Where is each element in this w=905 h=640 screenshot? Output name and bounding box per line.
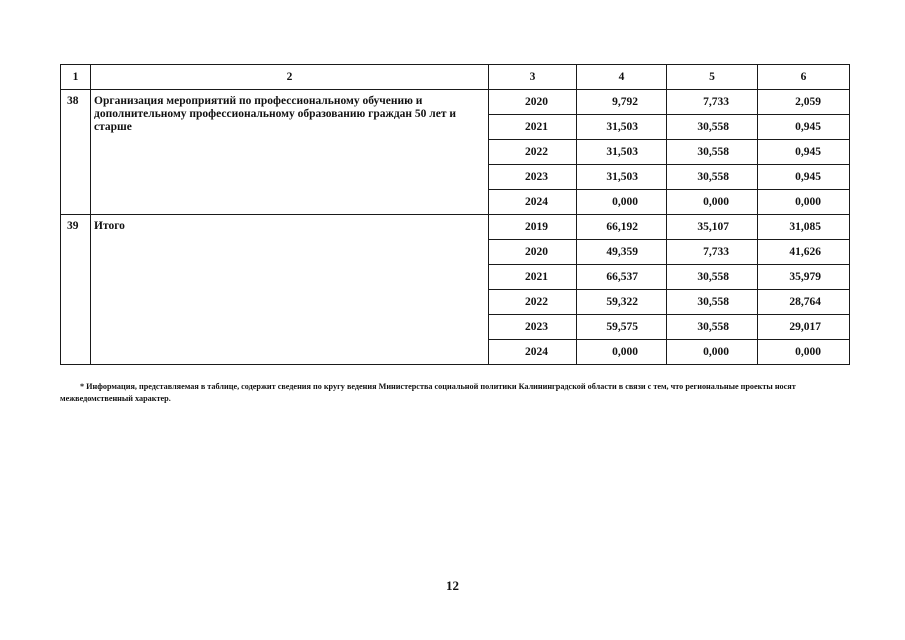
row-number: 38 xyxy=(61,90,91,215)
year-cell: 2023 xyxy=(489,315,577,340)
table-row xyxy=(61,215,850,240)
value-cell: 0,945 xyxy=(758,165,850,190)
header-cell: 2 xyxy=(91,65,489,90)
value-cell: 31,503 xyxy=(577,115,667,140)
table-row xyxy=(61,90,850,115)
value-cell: 28,764 xyxy=(758,290,850,315)
header-cell: 5 xyxy=(667,65,758,90)
year-cell: 2021 xyxy=(489,115,577,140)
page-number: 12 xyxy=(446,578,459,593)
value-cell: 30,558 xyxy=(667,115,758,140)
value-cell: 30,558 xyxy=(667,165,758,190)
year-cell: 2020 xyxy=(489,90,577,115)
header-cell: 4 xyxy=(577,65,667,90)
value-cell: 9,792 xyxy=(577,90,667,115)
value-cell: 31,085 xyxy=(758,215,850,240)
data-table xyxy=(60,64,850,365)
value-cell: 66,537 xyxy=(577,265,667,290)
value-cell: 41,626 xyxy=(758,240,850,265)
year-cell: 2022 xyxy=(489,290,577,315)
year-cell: 2020 xyxy=(489,240,577,265)
value-cell: 0,000 xyxy=(758,340,850,365)
row-number: 39 xyxy=(61,215,91,365)
year-cell: 2024 xyxy=(489,190,577,215)
year-cell: 2021 xyxy=(489,265,577,290)
value-cell: 0,000 xyxy=(667,190,758,215)
value-cell: 0,000 xyxy=(577,190,667,215)
year-cell: 2024 xyxy=(489,340,577,365)
value-cell: 49,359 xyxy=(577,240,667,265)
value-cell: 35,979 xyxy=(758,265,850,290)
header-cell: 1 xyxy=(61,65,91,90)
value-cell: 2,059 xyxy=(758,90,850,115)
footnote: * Информация, представляемая в таблице, содержит сведения по кругу ведения Министерства социальной политики Калининградской области в связи с тем, что региональные проекты носят межведомственный характер. xyxy=(60,382,796,403)
value-cell: 0,945 xyxy=(758,115,850,140)
value-cell: 66,192 xyxy=(577,215,667,240)
year-cell: 2023 xyxy=(489,165,577,190)
value-cell: 7,733 xyxy=(667,240,758,265)
value-cell: 29,017 xyxy=(758,315,850,340)
value-cell: 35,107 xyxy=(667,215,758,240)
value-cell: 0,000 xyxy=(667,340,758,365)
row-description: Организация мероприятий по профессиональному обучению и дополнительному профессиональному образованию граждан 50 лет и старше xyxy=(91,90,489,215)
value-cell: 7,733 xyxy=(667,90,758,115)
year-cell: 2022 xyxy=(489,140,577,165)
row-description: Итого xyxy=(91,215,489,365)
value-cell: 59,575 xyxy=(577,315,667,340)
value-cell: 0,000 xyxy=(577,340,667,365)
value-cell: 30,558 xyxy=(667,315,758,340)
header-cell: 3 xyxy=(489,65,577,90)
header-cell: 6 xyxy=(758,65,850,90)
value-cell: 30,558 xyxy=(667,140,758,165)
header-row xyxy=(61,65,850,90)
value-cell: 59,322 xyxy=(577,290,667,315)
value-cell: 30,558 xyxy=(667,265,758,290)
year-cell: 2019 xyxy=(489,215,577,240)
value-cell: 0,000 xyxy=(758,190,850,215)
value-cell: 30,558 xyxy=(667,290,758,315)
value-cell: 31,503 xyxy=(577,140,667,165)
value-cell: 31,503 xyxy=(577,165,667,190)
value-cell: 0,945 xyxy=(758,140,850,165)
